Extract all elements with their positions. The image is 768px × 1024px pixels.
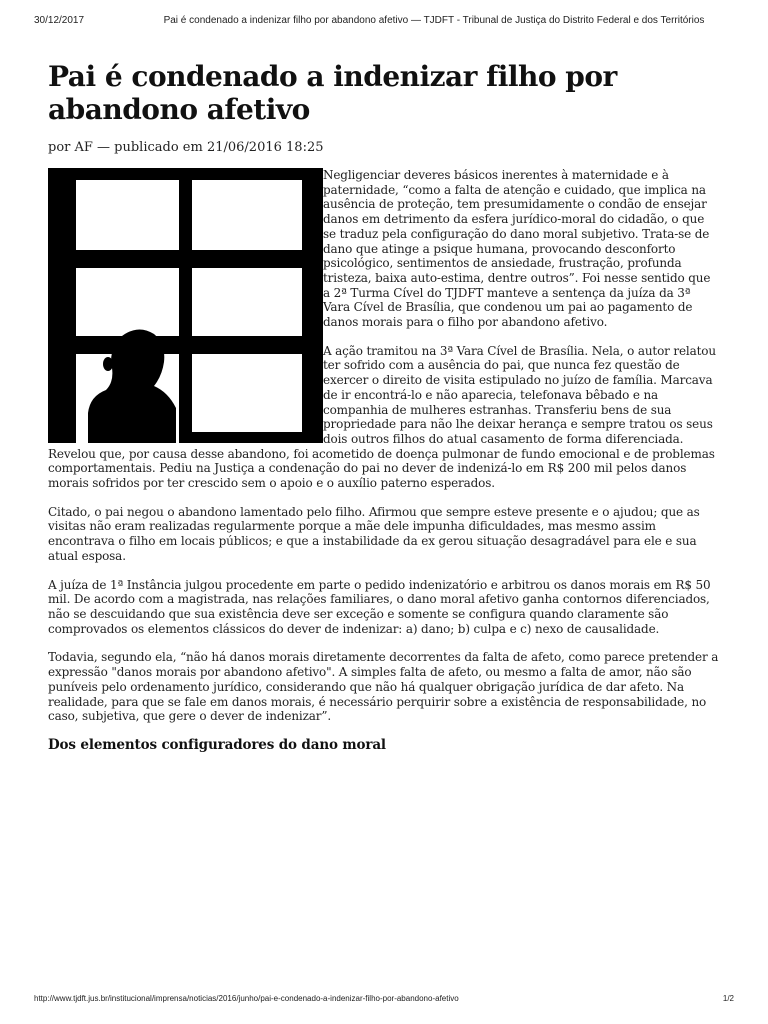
article-paragraph: Citado, o pai negou o abandono lamentado pelo filho. Afirmou que sempre esteve presente e o ajudou; que as visitas não eram realizadas regularmente porque a mãe dele impunha dificuldades, mas mesmo assim encontrava o filho em locais públicos; e que a instabilidade da ex gerou situação desagradável para ele e sua atual esposa. — [48, 504, 700, 563]
article-title: Pai é condenado a indenizar filho por abandono afetivo — [48, 60, 617, 126]
article-paragraph: Negligenciar deveres básicos inerentes à maternidade e à paternidade, “como a falta de atenção e cuidado, que implica na ausência de proteção, tem presumidamente o condão de ensejar danos em detrimento da esfera jurídico-moral do cidadão, o que se traduz pela configuração do dano moral subjetivo. Trata-se de dano que atinge a psique humana, provocando desconforto psicológico, sentimentos de ansiedade, frustração, profunda tristeza, baixa auto-estima, dentre outros”. Foi nesse sentido que a 2ª Turma Cível do TJDFT manteve a sentença da juíza da 3ª Vara Cível de Brasília, que condenou um pai ao pagamento de danos morais para o filho por abandono afetivo. — [323, 168, 711, 330]
article-body — [48, 168, 720, 753]
article-paragraph: A juíza de 1ª Instância julgou procedente em parte o pedido indenizatório e arbitrou os danos morais em R$ 50 mil. De acordo com a magistrada, nas relações familiares, o dano moral afetivo ganha contornos diferenciados, não se descuidando que sua existência deve ser exceção e somente se configura quando claramente são comprovados os elementos clássicos do dever de indenizar: a) dano; b) culpa e c) nexo de causalidade. — [48, 577, 711, 636]
article-paragraph: Todavia, segundo ela, “não há danos morais diretamente decorrentes da falta de afeto, como parece pretender a expressão "danos morais por abandono afetivo". A simples falta de afeto, ou mesmo a falta de amor, não são puníveis pelo ordenamento jurídico, considerando que não há qualquer obrigação jurídica de dar afeto. Na realidade, para que se fale em danos morais, é necessário perquirir sobre a existência de responsabilidade, no caso, subjetiva, que gere o dever de indenizar”. — [48, 650, 719, 724]
article-subheading: Dos elementos configuradores do dano moral — [48, 736, 386, 753]
print-footer — [34, 994, 734, 1008]
page-url-link[interactable]: http://www.tjdft.jus.br/institucional/imprensa/noticias/2016/junho/pai-e-condenado-a-indenizar-filho-por-abandono-afetivo — [34, 994, 459, 1003]
child-at-window-silhouette-icon — [48, 168, 323, 443]
child-at-window-image — [48, 168, 323, 443]
article-byline: por AF — publicado em 21/06/2016 18:25 — [48, 140, 324, 155]
page-number: 1/2 — [722, 994, 734, 1003]
print-page-title: Pai é condenado a indenizar filho por abandono afetivo — TJDFT - Tribunal de Justiça do Distrito Federal e dos Territórios — [163, 15, 705, 26]
print-header — [34, 15, 734, 29]
print-date: 30/12/2017 — [34, 15, 85, 26]
article-paragraph: A ação tramitou na 3ª Vara Cível de Brasília. Nela, o autor relatou ter sofrido com a ausência do pai, que nunca fez questão de exercer o direito de visita estipulado no juízo de família. Marcava de ir encontrá-lo e não aparecia, telefonava bêbado e na companhia de mulheres estranhas. Transferiu bens de sua propriedade para não lhe deixar herança e sempre tratou os seus dois outros filhos do atual casamento de forma diferenciada. Revelou que, por causa desse abandono, foi acometido de doença pulmonar de fundo emocional e de problemas comportamentais. Pediu na Justiça a condenação do pai no dever de indenizá-lo em R$ 200 mil pelos danos morais sofridos por ter crescido sem o apoio e o auxílio paterno esperados. — [48, 343, 716, 491]
